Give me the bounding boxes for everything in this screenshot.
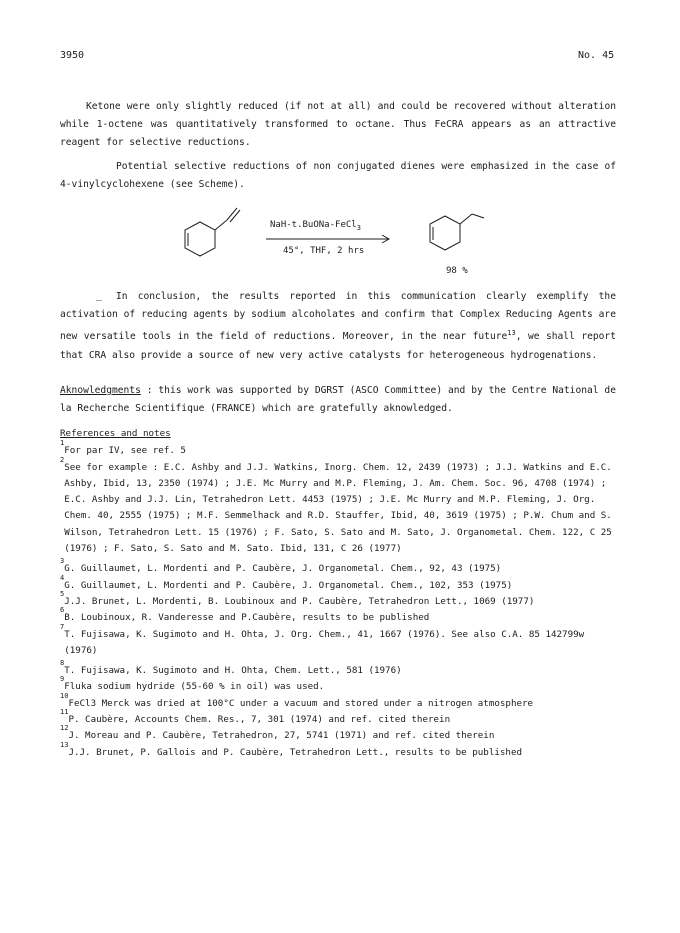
reference-4: 4 G. Guillaumet, L. Mordenti and P. Caubère, J. Organometal. Chem., 102, 353 (1975): [60, 573, 513, 591]
ethylcyclohexene-structure: [430, 214, 484, 250]
conclusion-marker: _: [96, 290, 103, 301]
reference-3: 3 G. Guillaumet, L. Mordenti and P. Caubère, J. Organometal. Chem., 92, 43 (1975): [60, 557, 502, 575]
reference-8: 8 T. Fujisawa, K. Sugimoto and H. Ohta, Chem. Lett., 581 (1976): [60, 659, 402, 677]
issue-number: No. 45: [578, 50, 615, 61]
paragraph-ketone: Ketone were only slightly reduced (if not at all) and could be recovered without alteration while 1-octene was quantitatively transformed to octane. Thus FeCRA appears as an attractive reagent for selective reductions.: [60, 101, 616, 149]
reference-2: 2 See for example : E.C. Ashby and J.J. Watkins, Inorg. Chem. 12, 2439 (1973) ; J.J. Watkins and E.C. Ashby, Ibid, 13, 2350 (1974) ; J.E. Mc Murry and M.P. Fleming, J. Am. Chem. Soc. 96, 4708 (1974) ; E.C. Ashby and J.J. Lin, Tetrahedron Lett. 4453 (1975) ; J.E. Mc Murry and M.P. Fleming, J. Org. Chem. 40, 2555 (1975) ; M.F. Semmelhack and R.D. Stauffer, Ibid, 40, 3619 (1975) ; P.W. Chum and S. Wilson, Tetrahedron Lett. 15 (1976) ; F. Sato, S. Sato and M. Sato, J. Organometal. Chem. 122, C 25 (1976) ; F. Sato, S. Sato and M. Sato. Ibid, 131, C 26 (1977): [60, 455, 612, 555]
reference-9: 9 Fluka sodium hydride (55-60 % in oil) was used.: [60, 675, 325, 693]
reference-5: 5 J.J. Brunet, L. Mordenti, B. Loubinoux and P. Caubère, Tetrahedron Lett., 1069 (1977): [60, 589, 535, 607]
reference-11: 11 P. Caubère, Accounts Chem. Res., 7, 301 (1974) and ref. cited therein: [60, 708, 451, 726]
references-heading: References and notes: [60, 428, 171, 439]
reference-13: 13 J.J. Brunet, P. Gallois and P. Caubère, Tetrahedron Lett., results to be published: [60, 740, 523, 758]
reference-12: 12 J. Moreau and P. Caubère, Tetrahedron, 27, 5741 (1971) and ref. cited therein: [60, 724, 495, 742]
reaction-arrow: [266, 235, 389, 243]
reaction-yield: 98 %: [446, 266, 468, 276]
page-number: 3950: [60, 50, 85, 61]
acknowledgments-heading: Aknowledgments: [60, 385, 141, 396]
vinylcyclohexene-structure: [185, 208, 240, 256]
reference-10: 10 FeCl3 Merck was dried at 100°C under a vacuum and stored under a nitrogen atmosphere: [60, 691, 534, 709]
reference-7: 7 T. Fujisawa, K. Sugimoto and H. Ohta, J. Org. Chem., 41, 1667 (1976). See also C.A. 85 142799w (1976): [60, 622, 585, 656]
reaction-scheme: [170, 202, 500, 277]
reference-1: 1 For par IV, see ref. 5: [60, 439, 186, 457]
paragraph-dienes: Potential selective reductions of non conjugated dienes were emphasized in the case of 4-vinylcyclohexene (see Scheme).: [60, 161, 616, 191]
paragraph-acknowledgments: Aknowledgments : this work was supported by DGRST (ASCO Committee) and by the Centre National de la Recherche Scientifique (FRANCE) which are gratefully aknowledged.: [60, 385, 616, 415]
reaction-reagent: NaH-t.BuONa-FeCl$_3$: [270, 220, 361, 232]
reaction-conditions: 45°, THF, 2 hrs: [283, 246, 365, 256]
reference-6: 6 B. Loubinoux, R. Vanderesse and P.Caubère, results to be published: [60, 606, 430, 624]
paragraph-conclusion: In conclusion, the results reported in this communication clearly exemplify the activation of reducing agents by sodium alcoholates and confirm that Complex Reducing Agents are new versatile tools in the field of reductions. Moreover, in the near future$^{13}$, we shall report that CRA also provide a source of new very active catalysts for heterogeneous hydrogenations.: [60, 291, 616, 361]
references-section: [60, 426, 620, 761]
